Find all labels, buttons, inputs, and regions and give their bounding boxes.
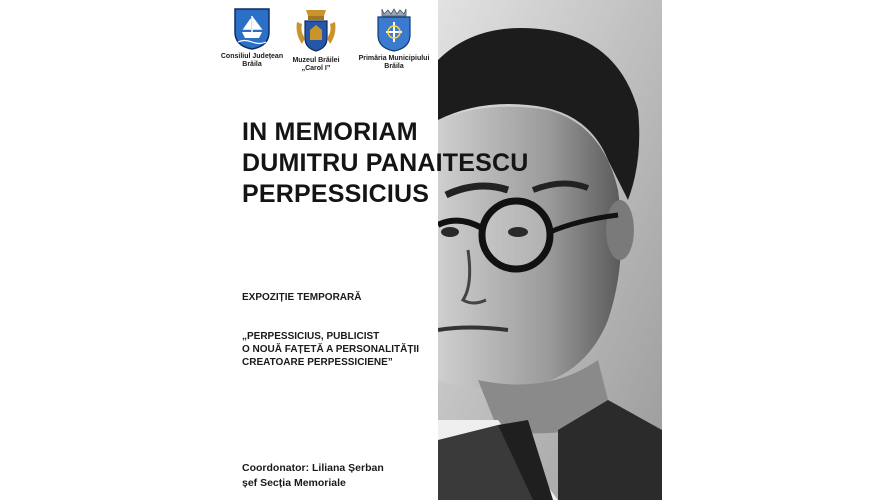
logo-caption: Primăria Municipiului Brăila <box>358 55 430 70</box>
logo-caption: Consiliul Județean Brăila <box>220 53 284 68</box>
title-line-3: PERPESSICIUS <box>242 180 430 208</box>
portrait-illustration <box>438 0 662 500</box>
title-line-1: IN MEMORIAM <box>242 118 418 146</box>
title-line-2: DUMITRU PANAITESCU <box>242 149 529 177</box>
poster-title <box>242 117 528 210</box>
logos-row <box>212 8 442 98</box>
exhibition-type: EXPOZIȚIE TEMPORARĂ <box>242 292 362 303</box>
exhibition-poster <box>212 0 662 500</box>
brăila-county-coat-of-arms-icon <box>234 8 270 50</box>
portrait-photo <box>438 0 662 500</box>
logo-caption: Muzeul Brăilei „Carol I” <box>292 57 340 72</box>
logo-primaria-braila <box>354 8 434 71</box>
coordinator-credit: Coordonator: Liliana Șerban șef Secția Memoriale <box>242 462 384 489</box>
logo-muzeul-brailei <box>276 8 356 73</box>
city-hall-coat-of-arms-icon <box>376 8 412 52</box>
museum-coat-of-arms-icon <box>294 8 338 54</box>
exhibition-title: „PERPESSICIUS, PUBLICIST O NOUĂ FAȚETĂ A PERSONALITĂȚII CREATOARE PERPESSICIENE” <box>242 331 420 368</box>
